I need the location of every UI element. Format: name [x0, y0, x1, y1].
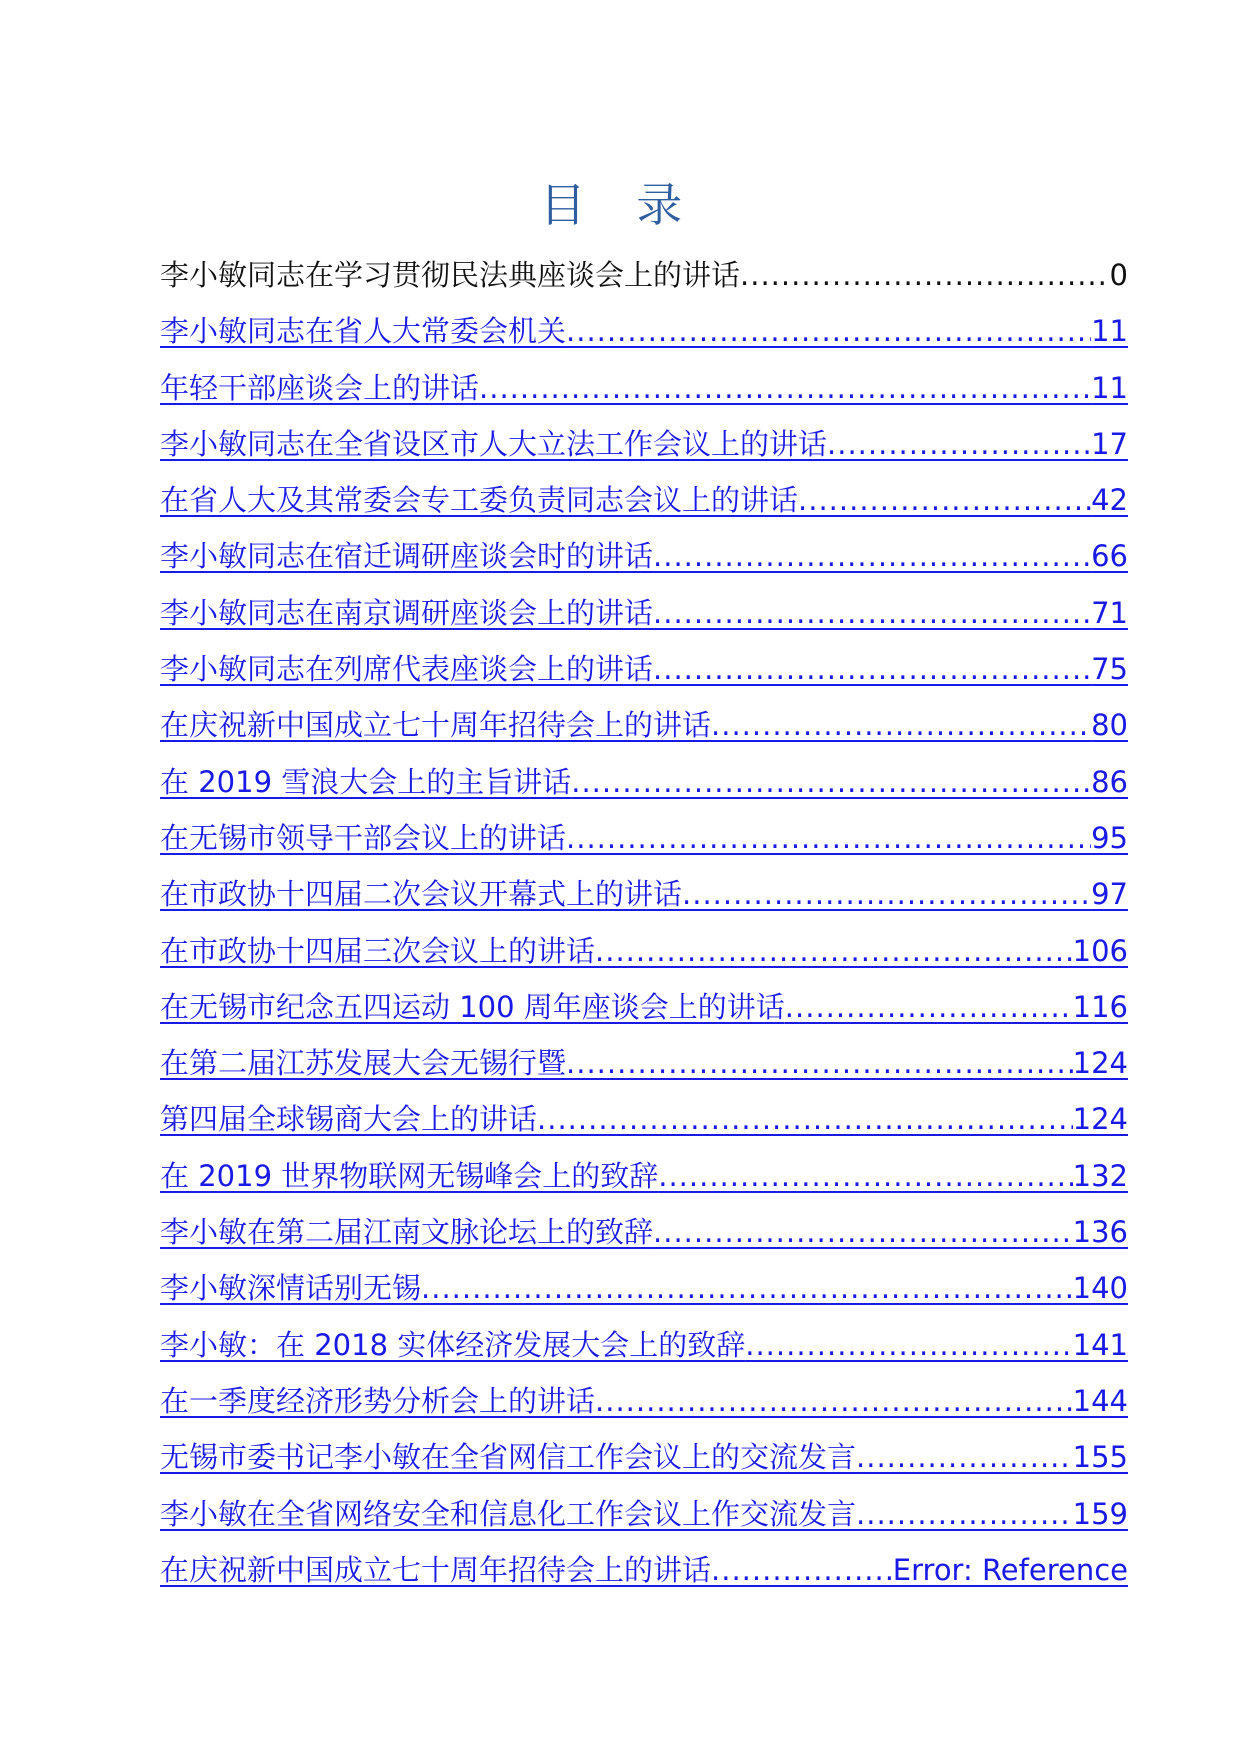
- toc-entry-title: 在一季度经济形势分析会上的讲话: [160, 1383, 596, 1418]
- toc-dot-leader: [421, 1263, 1073, 1313]
- toc-title: 目 录: [539, 178, 701, 232]
- toc-entry: [160, 1094, 1128, 1150]
- toc-entry: [160, 588, 1128, 644]
- toc-entry-link[interactable]: [160, 926, 1128, 976]
- toc-entry-link[interactable]: [160, 869, 1128, 919]
- toc-entry-page-number: 140: [1072, 1271, 1128, 1306]
- toc-dot-leader: [682, 869, 1091, 919]
- toc-dot-leader: [653, 644, 1091, 694]
- toc-entry-title: 李小敏同志在学习贯彻民法典座谈会上的讲话: [160, 258, 741, 292]
- toc-entry-page-number: 159: [1072, 1496, 1128, 1531]
- toc-entry: [160, 363, 1128, 419]
- toc-entry-page-number: 106: [1072, 933, 1128, 968]
- toc-dot-leader: [653, 531, 1091, 581]
- toc-dot-leader: [798, 475, 1091, 525]
- toc-entry-page-number: 124: [1072, 1102, 1128, 1137]
- toc-entry: [160, 531, 1128, 587]
- toc-entry-page-number: 11: [1091, 370, 1128, 405]
- toc-entry-link[interactable]: [160, 419, 1128, 469]
- toc-entry-link[interactable]: [160, 757, 1128, 807]
- toc-entry: [160, 250, 1128, 306]
- toc-entry: [160, 1320, 1128, 1376]
- toc-dot-leader: [595, 926, 1073, 976]
- toc-entry-link[interactable]: [160, 1207, 1128, 1257]
- toc-entry: [160, 1263, 1128, 1319]
- toc-entry-title: 在第二届江苏发展大会无锡行暨: [160, 1046, 567, 1081]
- toc-entry: [160, 982, 1128, 1038]
- toc-entry: [160, 475, 1128, 531]
- toc-dot-leader: [595, 1376, 1073, 1426]
- toc-entry: [160, 1376, 1128, 1432]
- toc-entry-page-number: 17: [1091, 426, 1128, 461]
- toc-dot-leader: [856, 1489, 1073, 1539]
- toc-entry-page-number: 155: [1072, 1440, 1128, 1475]
- toc-entry: [160, 926, 1128, 982]
- toc-list: [160, 250, 1128, 1601]
- toc-entry: [160, 1545, 1128, 1601]
- toc-entry-title: 李小敏：在 2018 实体经济发展大会上的致辞: [160, 1327, 746, 1362]
- toc-dot-leader: [658, 1151, 1072, 1201]
- toc-entry-link[interactable]: [160, 306, 1128, 356]
- toc-entry-page-number: Error: Reference: [892, 1552, 1128, 1587]
- toc-entry: [160, 306, 1128, 362]
- toc-dot-leader: [653, 1207, 1073, 1257]
- toc-entry-link[interactable]: [160, 1545, 1128, 1595]
- toc-entry-title: 在省人大及其常委会专工委负责同志会议上的讲话: [160, 483, 799, 518]
- toc-dot-leader: [745, 1320, 1072, 1370]
- toc-entry-title: 李小敏同志在南京调研座谈会上的讲话: [160, 595, 654, 630]
- toc-dot-leader: [856, 1432, 1073, 1482]
- toc-entry-link: [160, 250, 1128, 300]
- toc-entry-page-number: 0: [1109, 258, 1128, 292]
- toc-dot-leader: [571, 757, 1091, 807]
- toc-entry-title: 李小敏深情话别无锡: [160, 1271, 422, 1306]
- toc-entry-page-number: 66: [1091, 539, 1128, 574]
- toc-entry-page-number: 132: [1072, 1158, 1128, 1193]
- toc-entry-page-number: 144: [1072, 1383, 1128, 1418]
- toc-entry-link[interactable]: [160, 531, 1128, 581]
- toc-entry-title: 李小敏在全省网络安全和信息化工作会议上作交流发言: [160, 1496, 857, 1531]
- toc-entry: [160, 1207, 1128, 1263]
- toc-entry-page-number: 136: [1072, 1215, 1128, 1250]
- toc-entry-link[interactable]: [160, 1094, 1128, 1144]
- toc-dot-leader: [711, 1545, 893, 1595]
- toc-entry-title: 第四届全球锡商大会上的讲话: [160, 1102, 538, 1137]
- toc-entry-title: 在无锡市纪念五四运动 100 周年座谈会上的讲话: [160, 989, 785, 1024]
- toc-entry-title: 在庆祝新中国成立七十周年招待会上的讲话: [160, 708, 712, 743]
- toc-entry-link[interactable]: [160, 1320, 1128, 1370]
- toc-entry-link[interactable]: [160, 1038, 1128, 1088]
- toc-dot-leader: [537, 1094, 1073, 1144]
- toc-dot-leader: [566, 813, 1091, 863]
- toc-entry-link[interactable]: [160, 1263, 1128, 1313]
- toc-dot-leader: [785, 982, 1073, 1032]
- toc-entry-title: 年轻干部座谈会上的讲话: [160, 370, 480, 405]
- toc-entry-page-number: 75: [1091, 652, 1128, 687]
- toc-entry-link[interactable]: [160, 1376, 1128, 1426]
- toc-entry-link[interactable]: [160, 813, 1128, 863]
- toc-entry-title: 在无锡市领导干部会议上的讲话: [160, 820, 567, 855]
- toc-entry: [160, 813, 1128, 869]
- toc-entry: [160, 419, 1128, 475]
- toc-entry: [160, 1432, 1128, 1488]
- toc-dot-leader: [566, 306, 1091, 356]
- toc-dot-leader: [479, 363, 1091, 413]
- toc-entry: [160, 1489, 1128, 1545]
- toc-dot-leader: [827, 419, 1091, 469]
- toc-entry-title: 在市政协十四届二次会议开幕式上的讲话: [160, 877, 683, 912]
- toc-entry-page-number: 97: [1091, 877, 1128, 912]
- toc-entry-title: 在 2019 世界物联网无锡峰会上的致辞: [160, 1158, 659, 1193]
- toc-entry-link[interactable]: [160, 982, 1128, 1032]
- toc-entry: [160, 869, 1128, 925]
- toc-entry-page-number: 71: [1091, 595, 1128, 630]
- toc-entry-title: 在庆祝新中国成立七十周年招待会上的讲话: [160, 1552, 712, 1587]
- toc-entry-page-number: 95: [1091, 820, 1128, 855]
- toc-entry-link[interactable]: [160, 1432, 1128, 1482]
- toc-entry-title: 李小敏同志在列席代表座谈会上的讲话: [160, 652, 654, 687]
- toc-dot-leader: [711, 700, 1091, 750]
- toc-entry-page-number: 80: [1091, 708, 1128, 743]
- toc-entry-link[interactable]: [160, 700, 1128, 750]
- toc-entry: [160, 757, 1128, 813]
- toc-entry-page-number: 141: [1072, 1327, 1128, 1362]
- toc-entry-title: 无锡市委书记李小敏在全省网信工作会议上的交流发言: [160, 1440, 857, 1475]
- toc-entry-title: 李小敏在第二届江南文脉论坛上的致辞: [160, 1215, 654, 1250]
- toc-entry-page-number: 124: [1072, 1046, 1128, 1081]
- toc-entry: [160, 644, 1128, 700]
- toc-entry-title: 李小敏同志在宿迁调研座谈会时的讲话: [160, 539, 654, 574]
- toc-entry-title: 在市政协十四届三次会议上的讲话: [160, 933, 596, 968]
- toc-entry-title: 在 2019 雪浪大会上的主旨讲话: [160, 764, 572, 799]
- toc-dot-leader: [740, 250, 1110, 300]
- toc-entry-link[interactable]: [160, 363, 1128, 413]
- toc-entry-page-number: 116: [1072, 989, 1128, 1024]
- toc-entry-page-number: 42: [1091, 483, 1128, 518]
- toc-entry-link[interactable]: [160, 475, 1128, 525]
- toc-dot-leader: [566, 1038, 1073, 1088]
- toc-dot-leader: [653, 588, 1091, 638]
- toc-entry-link[interactable]: [160, 1151, 1128, 1201]
- toc-entry-title: 李小敏同志在省人大常委会机关: [160, 314, 567, 349]
- toc-entry-page-number: 86: [1091, 764, 1128, 799]
- toc-entry-page-number: 11: [1091, 314, 1128, 349]
- toc-entry-link[interactable]: [160, 1489, 1128, 1539]
- toc-entry-title: 李小敏同志在全省设区市人大立法工作会议上的讲话: [160, 426, 828, 461]
- toc-entry-link[interactable]: [160, 588, 1128, 638]
- toc-entry: [160, 1151, 1128, 1207]
- toc-entry: [160, 1038, 1128, 1094]
- toc-entry: [160, 700, 1128, 756]
- toc-entry-link[interactable]: [160, 644, 1128, 694]
